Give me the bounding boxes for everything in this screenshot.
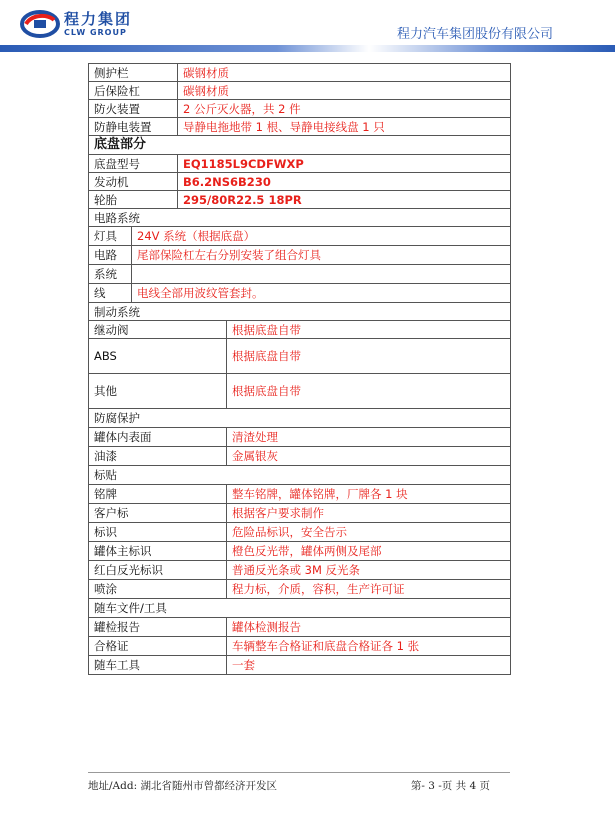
table-row [89, 303, 511, 321]
table-row [89, 339, 511, 374]
row-label: 喷涂 [89, 580, 227, 599]
row-value: 295/80R22.5 18PR [178, 191, 511, 209]
row-value: 碳钢材质 [178, 64, 511, 82]
row-label: 随车工具 [89, 656, 227, 675]
table-row [89, 580, 511, 599]
table-row [89, 466, 511, 485]
table-row [89, 561, 511, 580]
row-value [132, 265, 511, 284]
row-value: 根据底盘自带 [227, 374, 511, 409]
row-label: 系统 [89, 265, 132, 284]
row-label: 红白反光标识 [89, 561, 227, 580]
table-row [89, 447, 511, 466]
row-label: 轮胎 [89, 191, 178, 209]
row-value: B6.2NS6B230 [178, 173, 511, 191]
table-row [89, 656, 511, 675]
company-name: 程力汽车集团股份有限公司 [396, 27, 553, 42]
table-row [89, 82, 511, 100]
row-label: 底盘型号 [89, 155, 178, 173]
row-label: 电路 [89, 246, 132, 265]
row-label: 侧护栏 [89, 64, 178, 82]
row-label: 发动机 [89, 173, 178, 191]
row-value: 尾部保险杠左右分别安装了组合灯具 [132, 246, 511, 265]
row-value: 清渣处理 [227, 428, 511, 447]
table-row [89, 155, 511, 173]
row-value: 橙色反光带，罐体两侧及尾部 [227, 542, 511, 561]
row-label: 罐体主标识 [89, 542, 227, 561]
table-row [89, 265, 511, 284]
row-label: 继动阀 [89, 321, 227, 339]
table-row [89, 100, 511, 118]
row-value: 24V 系统（根据底盘） [132, 227, 511, 246]
row-label: 防静电装置 [89, 118, 178, 136]
clw-logo-icon [20, 10, 60, 38]
table-row [89, 136, 511, 155]
row-value: 根据底盘自带 [227, 339, 511, 374]
row-label: 铭牌 [89, 485, 227, 504]
row-label: 合格证 [89, 637, 227, 656]
table-row [89, 599, 511, 618]
logo-chinese-name: 程力集团 [64, 9, 133, 28]
row-value: 导静电拖地带 1 根、导静电接线盘 1 只 [178, 118, 511, 136]
footer-page-number: 第- 3 -页 共 4 页 [410, 780, 490, 792]
row-value: EQ1185L9CDFWXP [178, 155, 511, 173]
group-heading: 随车文件/工具 [89, 599, 511, 618]
section-heading: 底盘部分 [89, 136, 511, 155]
table-row [89, 321, 511, 339]
table-row [89, 485, 511, 504]
table-row [89, 64, 511, 82]
row-value: 危险品标识，安全告示 [227, 523, 511, 542]
row-label: 油漆 [89, 447, 227, 466]
company-logo [20, 10, 132, 38]
table-row [89, 637, 511, 656]
header-band [0, 45, 615, 52]
table-row [89, 374, 511, 409]
table-row [89, 428, 511, 447]
row-label: 其他 [89, 374, 227, 409]
table-row [89, 118, 511, 136]
row-value: 车辆整车合格证和底盘合格证各 1 张 [227, 637, 511, 656]
row-label: 罐检报告 [89, 618, 227, 637]
row-label: 后保险杠 [89, 82, 178, 100]
row-value: 电线全部用波纹管套封。 [132, 284, 511, 303]
row-label: 灯具 [89, 227, 132, 246]
row-label: 标识 [89, 523, 227, 542]
row-label: 罐体内表面 [89, 428, 227, 447]
table-row [89, 618, 511, 637]
row-label: 线 [89, 284, 132, 303]
row-value: 一套 [227, 656, 511, 675]
table-row [89, 173, 511, 191]
footer-address: 地址/Add: 湖北省随州市曾都经济开发区 [88, 780, 277, 792]
logo-english-name: CLW GROUP [64, 27, 127, 37]
table-row [89, 504, 511, 523]
row-value: 金属银灰 [227, 447, 511, 466]
table-row [89, 409, 511, 428]
row-value: 整车铭牌，罐体铭牌，厂牌各 1 块 [227, 485, 511, 504]
table-row [89, 542, 511, 561]
row-label: 防火装置 [89, 100, 178, 118]
page-header [0, 0, 615, 55]
table-row [89, 191, 511, 209]
row-value: 碳钢材质 [178, 82, 511, 100]
table-row [89, 246, 511, 265]
row-value: 普通反光条或 3M 反光条 [227, 561, 511, 580]
spec-table [88, 63, 510, 675]
row-value: 程力标，介质，容积，生产许可证 [227, 580, 511, 599]
group-heading: 制动系统 [89, 303, 511, 321]
group-heading: 电路系统 [89, 209, 511, 227]
row-value: 2 公斤灭火器，共 2 件 [178, 100, 511, 118]
group-heading: 标贴 [89, 466, 511, 485]
row-value: 根据底盘自带 [227, 321, 511, 339]
table-row [89, 284, 511, 303]
page-footer [88, 772, 510, 792]
group-heading: 防腐保护 [89, 409, 511, 428]
table-row [89, 227, 511, 246]
row-label: 客户标 [89, 504, 227, 523]
row-label: ABS [89, 339, 227, 374]
row-value: 罐体检测报告 [227, 618, 511, 637]
row-value: 根据客户要求制作 [227, 504, 511, 523]
table-row [89, 209, 511, 227]
table-row [89, 523, 511, 542]
